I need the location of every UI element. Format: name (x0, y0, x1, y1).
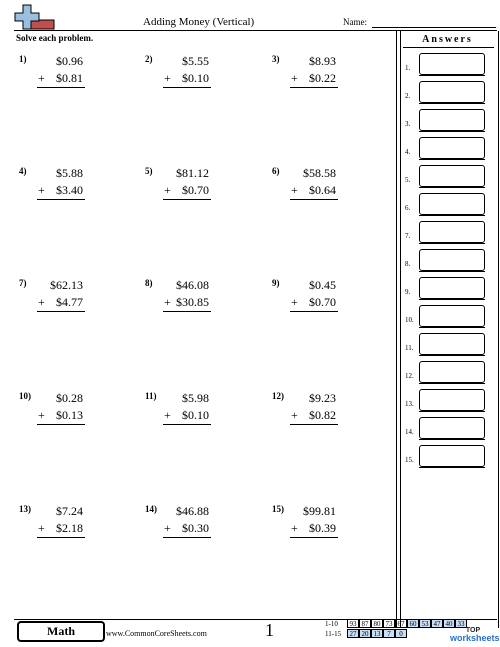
problem-number: 10) (19, 391, 31, 401)
score-cell: 33 (455, 619, 467, 628)
problem-15 (272, 504, 362, 564)
problem-number: 15) (272, 504, 284, 514)
answers-title-divider (403, 47, 494, 48)
second-addend: $0.82 (309, 408, 336, 422)
answer-box[interactable] (419, 137, 485, 159)
first-addend: $5.88 (56, 166, 83, 180)
answer-row-12 (403, 360, 495, 384)
score-cell: 53 (419, 619, 431, 628)
plus-sign: + (38, 521, 45, 535)
answer-line (419, 187, 485, 188)
second-addend: $2.18 (56, 521, 83, 535)
first-addend: $5.98 (182, 391, 209, 405)
answer-line (419, 411, 485, 412)
sum-line (290, 87, 338, 88)
problem-3 (272, 54, 362, 114)
answer-row-9 (403, 276, 495, 300)
answer-row-7 (403, 220, 495, 244)
answer-row-6 (403, 192, 495, 216)
second-addend: $0.22 (309, 71, 336, 85)
sum-line (37, 537, 85, 538)
second-addend: $4.77 (56, 295, 83, 309)
answer-line (419, 103, 485, 104)
answer-box[interactable] (419, 389, 485, 411)
top-worksheets-watermark (450, 627, 500, 643)
answer-number: 9. (405, 288, 411, 296)
score-cell: 0 (395, 629, 407, 638)
answer-line (419, 383, 485, 384)
answer-line (419, 467, 485, 468)
score-cell: 73 (383, 619, 395, 628)
first-addend: $0.96 (56, 54, 83, 68)
first-addend: $46.08 (176, 278, 209, 292)
answer-row-14 (403, 416, 495, 440)
plus-sign: + (164, 183, 171, 197)
problem-number: 2) (145, 54, 153, 64)
second-addend: $0.13 (56, 408, 83, 422)
answer-row-11 (403, 332, 495, 356)
second-addend: $0.39 (309, 521, 336, 535)
answer-line (419, 243, 485, 244)
answer-number: 11. (405, 344, 414, 352)
answer-box[interactable] (419, 361, 485, 383)
first-addend: $62.13 (50, 278, 83, 292)
plus-sign: + (291, 71, 298, 85)
sum-line (290, 311, 338, 312)
sum-line (290, 537, 338, 538)
sum-line (37, 87, 85, 88)
score-cell: 20 (359, 629, 371, 638)
plus-sign: + (164, 295, 171, 309)
answer-number: 1. (405, 64, 411, 72)
problem-2 (145, 54, 235, 114)
score-cell: 93 (347, 619, 359, 628)
plus-sign: + (291, 183, 298, 197)
second-addend: $0.70 (182, 183, 209, 197)
problem-13 (19, 504, 109, 564)
score-cell: 60 (407, 619, 419, 628)
plus-sign: + (164, 71, 171, 85)
first-addend: $5.55 (182, 54, 209, 68)
answer-line (419, 131, 485, 132)
second-addend: $0.70 (309, 295, 336, 309)
answer-box[interactable] (419, 81, 485, 103)
second-addend: $30.85 (176, 295, 209, 309)
plus-sign: + (164, 408, 171, 422)
answer-box[interactable] (419, 333, 485, 355)
sum-line (163, 424, 211, 425)
score-cell: 47 (431, 619, 443, 628)
problem-6 (272, 166, 362, 226)
answer-number: 7. (405, 232, 411, 240)
problem-number: 9) (272, 278, 280, 288)
problem-number: 13) (19, 504, 31, 514)
score-row-label: 11-15 (325, 630, 342, 638)
first-addend: $8.93 (309, 54, 336, 68)
answer-number: 10. (405, 316, 414, 324)
name-field-line[interactable] (372, 27, 496, 28)
answer-row-4 (403, 136, 495, 160)
second-addend: $3.40 (56, 183, 83, 197)
answer-line (419, 327, 485, 328)
answer-number: 6. (405, 204, 411, 212)
first-addend: $58.58 (303, 166, 336, 180)
name-label: Name: (343, 17, 367, 27)
watermark-line-1: TOP (465, 627, 481, 634)
problem-11 (145, 391, 235, 451)
answer-box[interactable] (419, 305, 485, 327)
sum-line (163, 87, 211, 88)
answer-box[interactable] (419, 445, 485, 467)
instructions: Solve each problem. (16, 33, 94, 43)
answer-number: 14. (405, 428, 414, 436)
score-cell: 7 (383, 629, 395, 638)
answer-number: 4. (405, 148, 411, 156)
answer-line (419, 271, 485, 272)
answer-row-3 (403, 108, 495, 132)
answer-row-1 (403, 52, 495, 76)
first-addend: $0.28 (56, 391, 83, 405)
problem-number: 14) (145, 504, 157, 514)
answer-box[interactable] (419, 165, 485, 187)
problem-number: 6) (272, 166, 280, 176)
sum-line (37, 199, 85, 200)
answer-line (419, 439, 485, 440)
plus-sign: + (38, 408, 45, 422)
first-addend: $0.45 (309, 278, 336, 292)
problem-9 (272, 278, 362, 338)
second-addend: $0.10 (182, 71, 209, 85)
page-number: 1 (265, 620, 274, 640)
score-cell: 40 (443, 619, 455, 628)
sum-line (290, 199, 338, 200)
answer-number: 3. (405, 120, 411, 128)
answer-number: 2. (405, 92, 411, 100)
plus-sign: + (291, 521, 298, 535)
problem-number: 5) (145, 166, 153, 176)
plus-sign: + (291, 408, 298, 422)
first-addend: $46.88 (176, 504, 209, 518)
answer-box[interactable] (419, 193, 485, 215)
answer-box[interactable] (419, 417, 485, 439)
answer-number: 8. (405, 260, 411, 268)
second-addend: $0.10 (182, 408, 209, 422)
answer-number: 13. (405, 400, 414, 408)
score-row-label: 1-10 (325, 620, 338, 628)
worksheet-title: Adding Money (Vertical) (143, 16, 255, 28)
first-addend: $7.24 (56, 504, 83, 518)
second-addend: $0.30 (182, 521, 209, 535)
problem-number: 4) (19, 166, 27, 176)
score-cell: 27 (347, 629, 359, 638)
problem-14 (145, 504, 235, 564)
plus-sign: + (38, 295, 45, 309)
answer-row-15 (403, 444, 495, 468)
problem-1 (19, 54, 109, 114)
answer-row-8 (403, 248, 495, 272)
plus-sign: + (291, 295, 298, 309)
answer-box[interactable] (419, 221, 485, 243)
answer-line (419, 355, 485, 356)
score-cell: 80 (371, 619, 383, 628)
watermark-line-2: worksheets (450, 633, 500, 643)
sum-line (37, 424, 85, 425)
first-addend: $9.23 (309, 391, 336, 405)
plus-sign: + (164, 521, 171, 535)
answer-row-13 (403, 388, 495, 412)
problem-7 (19, 278, 109, 338)
sum-line (163, 199, 211, 200)
second-addend: $0.81 (56, 71, 83, 85)
sum-line (290, 424, 338, 425)
answer-line (419, 299, 485, 300)
answer-row-5 (403, 164, 495, 188)
answer-line (419, 75, 485, 76)
sum-line (163, 537, 211, 538)
problem-8 (145, 278, 235, 338)
subject-badge: Math (17, 621, 105, 642)
answer-row-2 (403, 80, 495, 104)
score-cell: 13 (371, 629, 383, 638)
answer-line (419, 159, 485, 160)
sum-line (37, 311, 85, 312)
answer-box[interactable] (419, 53, 485, 75)
answer-number: 12. (405, 372, 414, 380)
answer-box[interactable] (419, 277, 485, 299)
first-addend: $99.81 (303, 504, 336, 518)
problem-number: 8) (145, 278, 153, 288)
answer-box[interactable] (419, 249, 485, 271)
problem-10 (19, 391, 109, 451)
answer-box[interactable] (419, 109, 485, 131)
problem-number: 1) (19, 54, 27, 64)
answer-number: 5. (405, 176, 411, 184)
answers-title: Answers (422, 34, 473, 45)
answer-line (419, 215, 485, 216)
problem-number: 3) (272, 54, 280, 64)
problem-4 (19, 166, 109, 226)
answer-row-10 (403, 304, 495, 328)
second-addend: $0.64 (309, 183, 336, 197)
plus-sign: + (38, 71, 45, 85)
first-addend: $81.12 (176, 166, 209, 180)
problem-12 (272, 391, 362, 451)
problem-number: 12) (272, 391, 284, 401)
website-text: www.CommonCoreSheets.com (106, 629, 207, 638)
sum-line (163, 311, 211, 312)
problem-number: 11) (145, 391, 157, 401)
problem-number: 7) (19, 278, 27, 288)
score-cell: 87 (359, 619, 371, 628)
answer-number: 15. (405, 456, 414, 464)
score-cell: 67 (395, 619, 407, 628)
problem-5 (145, 166, 235, 226)
plus-sign: + (38, 183, 45, 197)
